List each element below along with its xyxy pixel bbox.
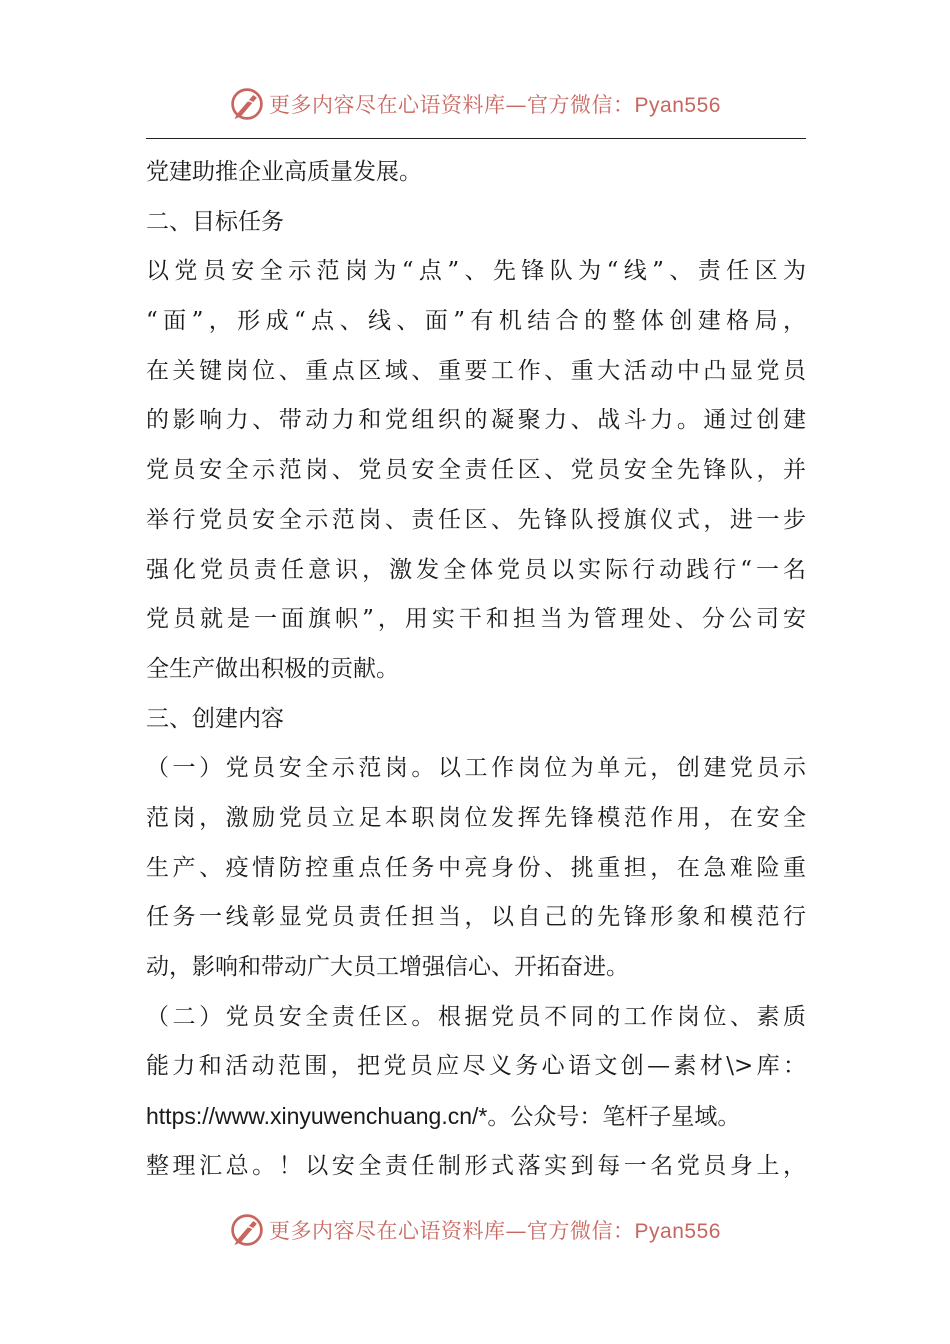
section-heading: 三、创建内容	[146, 705, 284, 732]
header-divider	[146, 138, 806, 139]
text-line: （一）党员安全示范岗。以工作岗位为单元，创建党员示	[146, 755, 806, 782]
text-line: 党建助推企业高质量发展。	[146, 159, 422, 185]
pen-logo-icon	[229, 86, 265, 122]
text-line: 动，影响和带动广大员工增强信心、开拓奋进。	[146, 954, 629, 980]
text-line: （二）党员安全责任区。根据党员不同的工作岗位、素质	[146, 1003, 806, 1030]
document-body	[146, 148, 806, 1191]
text-line: 举行党员安全示范岗、责任区、先锋队授旗仪式，进一步	[146, 506, 806, 533]
header-banner	[0, 82, 950, 126]
footer-banner	[0, 1208, 950, 1252]
text-line: 的影响力、带动力和党组织的凝聚力、战斗力。通过创建	[146, 407, 806, 434]
text-line: 党员就是一面旗帜”，用实干和担当为管理处、分公司安	[146, 606, 806, 633]
url-line	[146, 1092, 806, 1142]
wechat-id: Pyan556	[634, 94, 721, 117]
text-line: 生产、疫情防控重点任务中亮身份、挑重担，在急难险重	[146, 854, 806, 881]
pen-logo-icon	[229, 1212, 265, 1248]
text-line: 能力和活动范围，把党员应尽义务心语文创—素材\>库：	[146, 1053, 806, 1080]
wechat-id: Pyan556	[634, 1220, 721, 1243]
section-heading: 二、目标任务	[146, 208, 284, 235]
banner-text: 更多内容尽在心语资料库—官方微信：Pyan556	[269, 1219, 721, 1243]
text-line: 在关键岗位、重点区域、重要工作、重大活动中凸显党员	[146, 357, 806, 384]
text-line: 范岗，激励党员立足本职岗位发挥先锋模范作用，在安全	[146, 804, 806, 831]
text-line: 全生产做出积极的贡献。	[146, 655, 399, 682]
website-url: https://www.xinyuwenchuang.cn/*	[146, 1103, 488, 1130]
url-suffix: 。公众号：笔杆子星域。	[487, 1104, 741, 1131]
text-line: 以党员安全示范岗为“点”、先锋队为“线”、责任区为	[146, 258, 806, 285]
banner-text: 更多内容尽在心语资料库—官方微信：Pyan556	[269, 93, 721, 117]
text-line: “面”，形成“点、线、面”有机结合的整体创建格局，	[146, 308, 806, 335]
text-line: 任务一线彰显党员责任担当，以自己的先锋形象和模范行	[146, 904, 806, 931]
text-line: 党员安全示范岗、党员安全责任区、党员安全先锋队，并	[146, 457, 806, 484]
text-line: 整理汇总。！以安全责任制形式落实到每一名党员身上，	[146, 1152, 806, 1179]
text-line: 强化党员责任意识，激发全体党员以实际行动践行“一名	[146, 556, 806, 583]
